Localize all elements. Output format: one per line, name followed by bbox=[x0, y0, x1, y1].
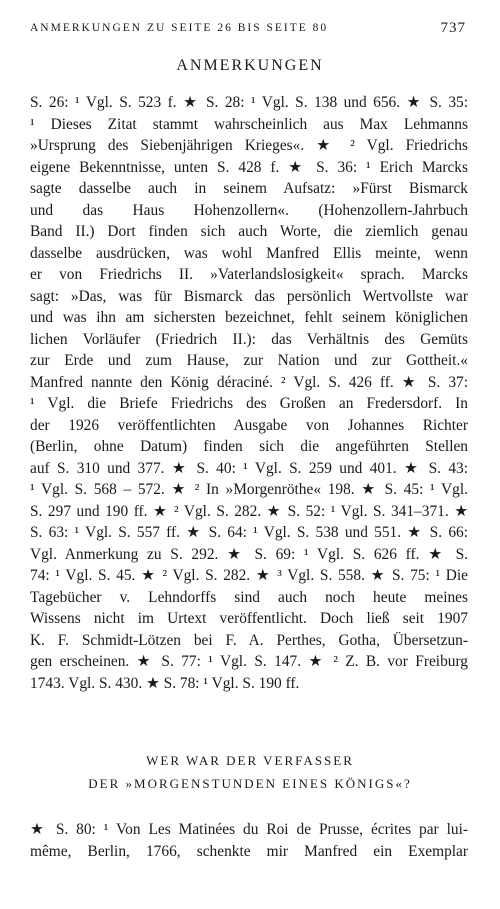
text-line: S. 297 und 190 ff. ★ ² Vgl. S. 282. ★ S. 52: ¹ Vgl. S. 341–371. ★ bbox=[30, 502, 468, 520]
text-line: 1743. Vgl. S. 430. ★ S. 78: ¹ Vgl. S. 190 ff. bbox=[30, 674, 300, 692]
notes-body bbox=[30, 92, 468, 694]
text-line: und was ihn am sichersten bezeichnet, fehlt seinem königlichen bbox=[30, 309, 468, 326]
subheading-line-1: WER WAR DER VERFASSER bbox=[146, 753, 354, 768]
final-paragraph bbox=[30, 819, 468, 862]
text-line: »Ursprung des Siebenjährigen Krieges«. ★ ² Vgl. Friedrichs bbox=[30, 137, 468, 154]
text-line: dasselbe ausdrücken, was wohl Manfred Ellis meinte, wenn bbox=[30, 244, 468, 262]
text-line: Tagebücher v. Lehndorffs sind auch noch heute meines bbox=[30, 588, 468, 606]
text-line: sagte dasselbe auch in seinem Aufsatz: »Fürst Bismarck bbox=[30, 180, 468, 197]
text-line: 74: ¹ Vgl. S. 45. ★ ² Vgl. S. 282. ★ ³ Vgl. S. 558. ★ S. 75: ¹ Die bbox=[30, 567, 468, 584]
text-line: und das Haus Hohenzollern«. (Hohenzollern-Jahrbuch bbox=[30, 201, 468, 219]
page-number: 737 bbox=[440, 20, 466, 36]
text-line: sagt: »Das, was für Bismarck das persönlich Wertvollste war bbox=[30, 287, 468, 305]
text-line: Band II.) Dort finden sich auch Worte, die ziemlich genau bbox=[30, 223, 468, 240]
text-line: gen erscheinen. ★ S. 77: ¹ Vgl. S. 147. ★ ² Z. B. vor Freiburg bbox=[30, 653, 468, 670]
text-line: Wissens nicht im Urtext veröffentlicht. Doch ließ seit 1907 bbox=[30, 610, 468, 627]
text-line: er von Friedrichs II. »Vaterlandslosigkeit« sprach. Marcks bbox=[30, 266, 468, 283]
running-head bbox=[30, 20, 466, 40]
text-line: zur Erde und zum Hause, zur Nation und zur Gottheit.« bbox=[30, 352, 468, 369]
text-line: même, Berlin, 1766, schenkte mir Manfred ein Exemplar bbox=[30, 842, 468, 860]
text-line: ★ S. 80: ¹ Von Les Matinées du Roi de Prusse, écrites par lui- bbox=[30, 821, 468, 838]
text-line: eigene Bekenntnisse, unten S. 428 f. ★ S. 36: ¹ Erich Marcks bbox=[30, 158, 468, 176]
text-line: K. F. Schmidt-Lötzen bei F. A. Perthes, Gotha, Übersetzun- bbox=[30, 631, 468, 649]
text-line: S. 26: ¹ Vgl. S. 523 f. ★ S. 28: ¹ Vgl. S. 138 und 656. ★ S. 35: bbox=[30, 94, 468, 111]
text-line: Manfred nannte den König déraciné. ² Vgl. S. 426 ff. ★ S. 37: bbox=[30, 373, 468, 391]
text-line: Vgl. Anmerkung zu S. 292. ★ S. 69: ¹ Vgl. S. 626 ff. ★ S. bbox=[30, 545, 468, 563]
text-line: S. 63: ¹ Vgl. S. 557 ff. ★ S. 64: ¹ Vgl. S. 538 und 551. ★ S. 66: bbox=[30, 524, 468, 541]
text-line: (Berlin, ohne Datum) finden sich die angeführten Stellen bbox=[30, 438, 468, 455]
text-line: ¹ Vgl. die Briefe Friedrichs des Großen an Fredersdorf. In bbox=[30, 395, 468, 412]
text-line: ¹ Dieses Zitat stammt wahrscheinlich aus Max Lehmanns bbox=[30, 115, 468, 133]
subheading-line-2: DER »MORGENSTUNDEN EINES KÖNIGS«? bbox=[88, 776, 412, 791]
text-line: ¹ Vgl. S. 568 – 572. ★ ² In »Morgenröthe« 198. ★ S. 45: ¹ Vgl. bbox=[30, 481, 468, 498]
text-line: der 1926 veröffentlichten Ausgabe von Johannes Richter bbox=[30, 416, 468, 434]
running-head-title: ANMERKUNGEN ZU SEITE 26 BIS SEITE 80 bbox=[30, 22, 329, 34]
text-line: lichen Vorläufer (Friedrich II.): das Verhältnis des Gemüts bbox=[30, 330, 468, 348]
section-heading: ANMERKUNGEN bbox=[176, 57, 324, 74]
text-line: auf S. 310 und 377. ★ S. 40: ¹ Vgl. S. 259 und 401. ★ S. 43: bbox=[30, 459, 468, 477]
